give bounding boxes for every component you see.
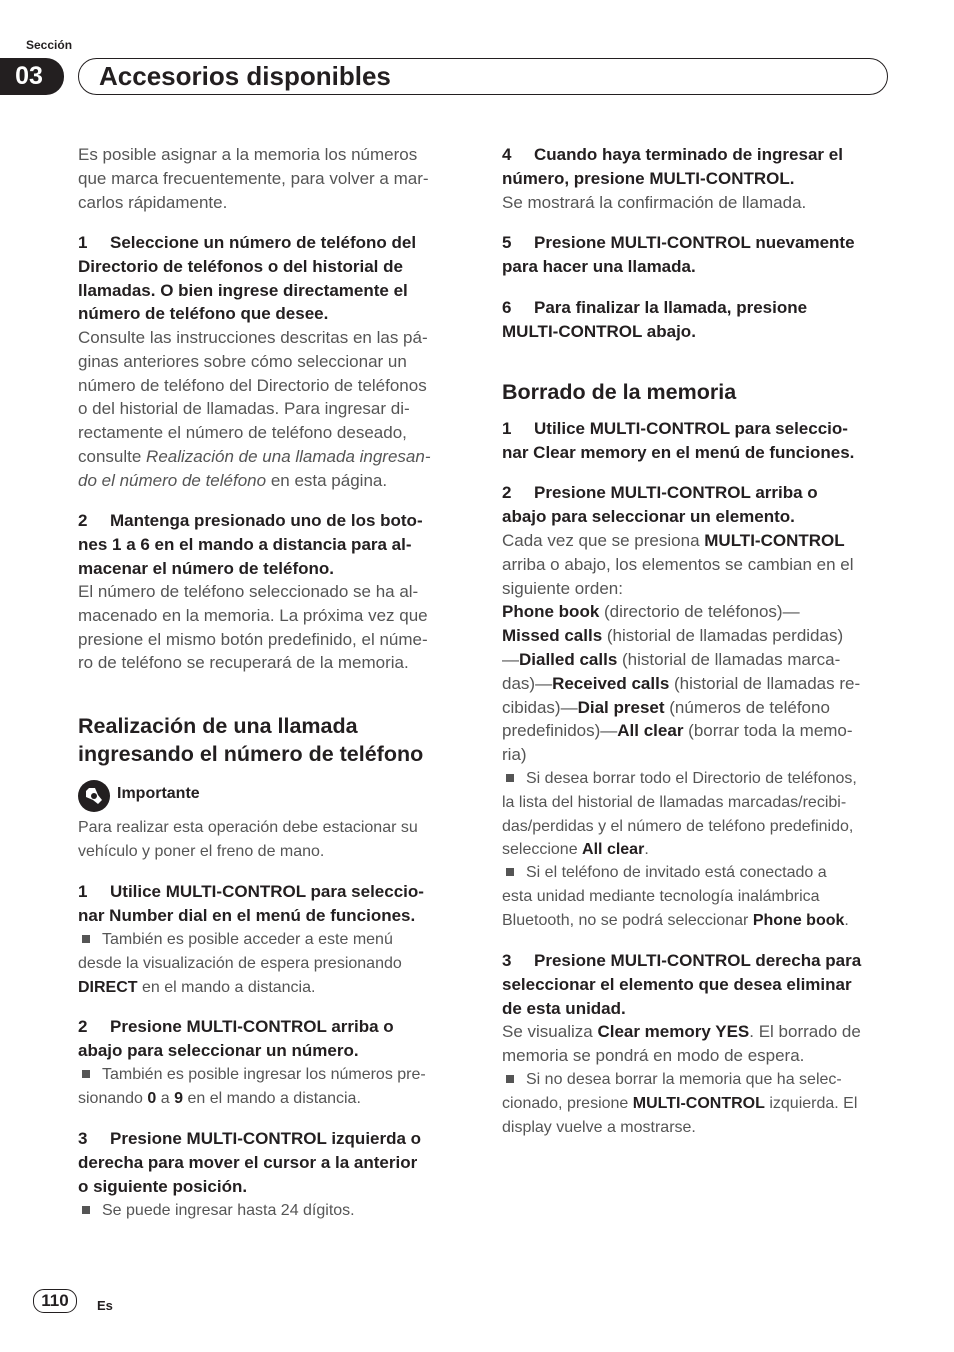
dial-step2-note: También es posible ingresar los números pre- sionando 0 a 9 en el mando a distancia. xyxy=(78,1066,426,1107)
section-number-badge: 03 xyxy=(0,58,64,95)
step1-heading: 1 Seleccione un número de teléfono del Directorio de teléfonos o del historial de llamadas. O bien ingrese directamente el número de teléfono que desee. xyxy=(78,233,417,324)
step1-body: Consulte las instrucciones descritas en las pá- ginas anteriores sobre cómo seleccionar un número de teléfono del Directorio de teléfonos o del historial de llamadas. Para ingresar di- rectamente el número de teléfono deseado, consulte Realización de una llamada ingresan- do el número de teléfono en esta página. xyxy=(78,328,431,490)
section-heading-clear: Borrado de la memoria xyxy=(502,380,737,404)
cross-reference[interactable]: Realización de una llamada ingresan- xyxy=(146,446,431,466)
clear-step2-note1: Si desea borrar todo el Directorio de teléfonos, la lista del historial de llamadas marcadas/recibi- das/perdidas y el número de teléfono predefinido, seleccione All clear. xyxy=(502,770,857,859)
clear-step1-heading: 1 Utilice MULTI-CONTROL para seleccio- nar Clear memory en el menú de funciones. xyxy=(502,419,855,462)
clear-step3-note: Si no desea borrar la memoria que ha selec- cionado, presione MULTI-CONTROL izquierda. El display vuelve a mostrarse. xyxy=(502,1071,858,1136)
step6-heading: 6 Para finalizar la llamada, presione MULTI-CONTROL abajo. xyxy=(502,298,808,341)
important-icon xyxy=(78,780,110,812)
clear-step3-heading: 3 Presione MULTI-CONTROL derecha para seleccionar el elemento que desea eliminar de esta unidad. xyxy=(502,951,862,1018)
section-heading-dial: Realización de una llamada ingresando el número de teléfono xyxy=(78,714,424,766)
dial-step1-heading: 1 Utilice MULTI-CONTROL para seleccio- nar Number dial en el menú de funciones. xyxy=(78,882,424,925)
step4-heading: 4 Cuando haya terminado de ingresar el número, presione MULTI-CONTROL. xyxy=(502,145,843,188)
page-number: 110 xyxy=(33,1289,77,1313)
section-label: Sección xyxy=(26,38,73,52)
step2-body: El número de teléfono seleccionado se ha al- macenado en la memoria. La próxima vez que presione el mismo botón predefinido, el núme- ro de teléfono se recuperará de la memoria. xyxy=(78,582,428,673)
page-title: Accesorios disponibles xyxy=(99,61,391,91)
important-text: Para realizar esta operación debe estacionar su vehículo y poner el freno de mano. xyxy=(78,819,418,860)
clear-step2-heading: 2 Presione MULTI-CONTROL arriba o abajo para seleccionar un elemento. xyxy=(502,483,818,526)
clear-step2-note2: Si el teléfono de invitado está conectado a esta unidad mediante tecnología inalámbrica Bluetooth, no se podrá seleccionar Phone book. xyxy=(502,864,849,929)
step5-heading: 5 Presione MULTI-CONTROL nuevamente para hacer una llamada. xyxy=(502,233,855,276)
dial-step3-note: Se puede ingresar hasta 24 dígitos. xyxy=(78,1199,355,1223)
dial-step3-heading: 3 Presione MULTI-CONTROL izquierda o derecha para mover el cursor a la anterior o siguiente posición. xyxy=(78,1129,422,1196)
clear-step3-body: Se visualiza Clear memory YES. El borrado de memoria se pondrá en modo de espera. xyxy=(502,1022,861,1065)
step2-heading: 2 Mantenga presionado uno de los boto- nes 1 a 6 en el mando a distancia para al- macenar el número de teléfono. xyxy=(78,511,423,578)
dial-step2-heading: 2 Presione MULTI-CONTROL arriba o abajo para seleccionar un número. xyxy=(78,1017,394,1060)
dial-step1-note: También es posible acceder a este menú desde la visualización de espera presionando DIRECT en el mando a distancia. xyxy=(78,931,402,996)
clear-step2-body: Cada vez que se presiona MULTI-CONTROL arriba o abajo, los elementos se cambian en el siguiente orden: Phone book (directorio de teléfonos)— Missed calls (historial de llamadas perdidas) —Dialled calls (historial de llamadas marca- das)—Received calls (historial de llamadas re- cibidas)—Dial preset (números de teléfono predefinidos)—All clear (borrar toda la memo- ria) xyxy=(502,531,861,765)
language-code: Es xyxy=(97,1298,113,1313)
step4-body: Se mostrará la confirmación de llamada. xyxy=(502,193,807,212)
intro-paragraph: Es posible asignar a la memoria los números que marca frecuentemente, para volver a mar- carlos rápidamente. xyxy=(78,145,429,212)
important-label: Importante xyxy=(117,785,200,802)
